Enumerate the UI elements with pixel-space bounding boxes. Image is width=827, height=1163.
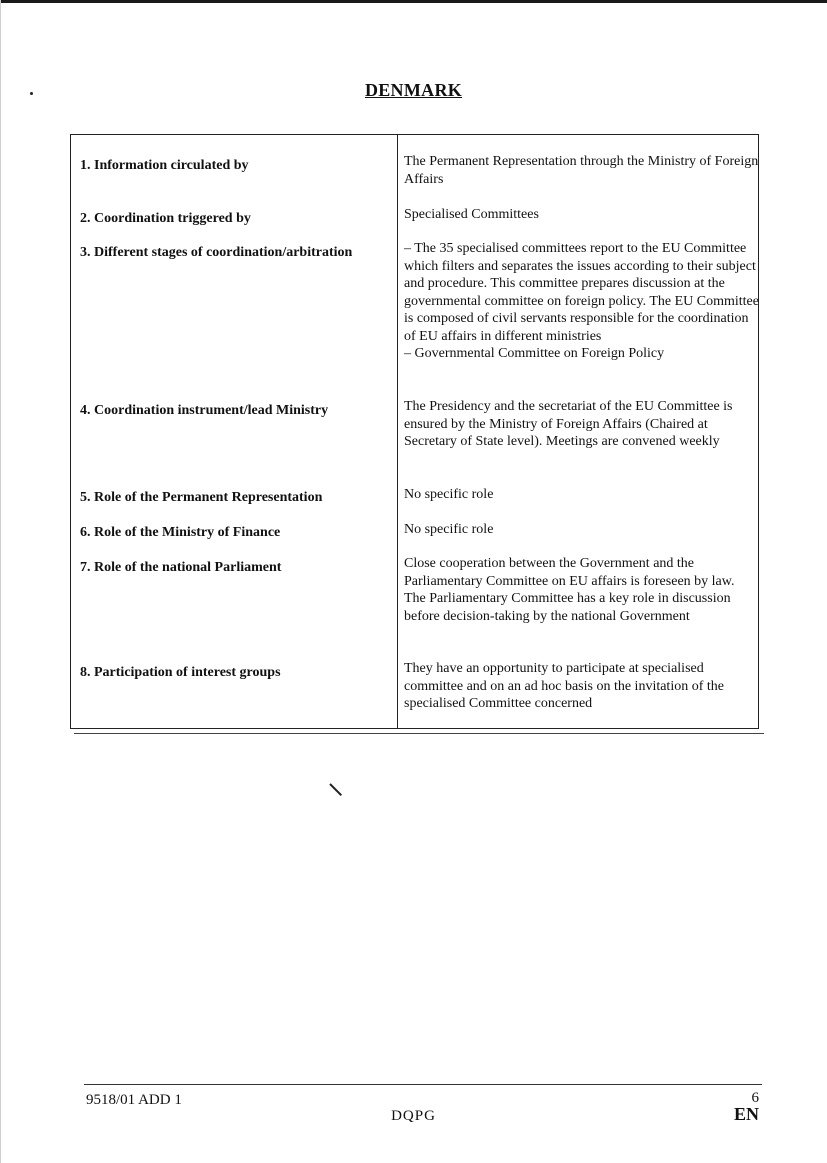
row-value-text: They have an opportunity to participate at specialised committee and on an ad hoc basis on the invitation of the specialised Committee concerned xyxy=(404,661,724,711)
pen-mark xyxy=(329,783,342,796)
row-value-text: – The 35 specialised committees report to the EU Committee which filters and separates the issues according to their subject and procedure. This committee prepares discussion at the governmental committee on foreign policy. The EU Committee is composed of civil servants responsible for the coordination of EU affairs in different ministries xyxy=(404,241,759,344)
column-divider xyxy=(397,135,398,728)
row-value-coordination-triggered xyxy=(404,206,759,224)
row-value-interest-groups xyxy=(404,660,759,713)
document-title: DENMARK xyxy=(364,80,463,100)
row-value-text: Specialised Committees xyxy=(404,207,539,222)
row-label-ministry-of-finance: 6. Role of the Ministry of Finance xyxy=(80,525,281,540)
row-value-ministry-of-finance xyxy=(404,521,759,539)
row-label-information-circulated: 1. Information circulated by xyxy=(80,158,249,173)
row-value-text: No specific role xyxy=(404,487,494,502)
row-value-text: The Presidency and the secretariat of the EU Committee is ensured by the Ministry of Foreign Affairs (Chaired at Secretary of State level). Meetings are convened weekly xyxy=(404,399,733,449)
scan-edge-top xyxy=(0,0,827,3)
row-value-information-circulated xyxy=(404,153,759,188)
row-value-text: No specific role xyxy=(404,522,494,537)
row-value-permanent-representation xyxy=(404,486,759,504)
language-code: EN xyxy=(733,1104,759,1120)
row-label-national-parliament: 7. Role of the national Parliament xyxy=(80,560,282,575)
row-value-coordination-instrument xyxy=(404,398,759,451)
row-value-text: The Permanent Representation through the Ministry of Foreign Affairs xyxy=(404,154,759,187)
scan-edge-left xyxy=(0,0,1,1163)
page-number: 6 xyxy=(751,1090,759,1106)
department-code: DQPG xyxy=(391,1108,436,1122)
document-reference: 9518/01 ADD 1 xyxy=(86,1092,182,1108)
row-label-coordination-instrument: 4. Coordination instrument/lead Ministry xyxy=(80,403,329,418)
row-label-coordination-stages: 3. Different stages of coordination/arbitration xyxy=(80,245,353,260)
row-label-coordination-triggered: 2. Coordination triggered by xyxy=(80,211,251,226)
row-value-text: Close cooperation between the Government and the Parliamentary Committee on EU affairs is foreseen by law. The Parliamentary Committee has a key role in discussion before decision-taking by the national Government xyxy=(404,556,735,624)
row-label-permanent-representation: 5. Role of the Permanent Representation xyxy=(80,490,323,505)
footer-rule xyxy=(84,1084,762,1085)
row-label-interest-groups: 8. Participation of interest groups xyxy=(80,665,281,680)
row-value-national-parliament xyxy=(404,555,759,625)
row-value-coordination-stages xyxy=(404,240,759,363)
table-bottom-rule xyxy=(74,733,764,734)
row-value-text: – Governmental Committee on Foreign Policy xyxy=(404,346,665,361)
